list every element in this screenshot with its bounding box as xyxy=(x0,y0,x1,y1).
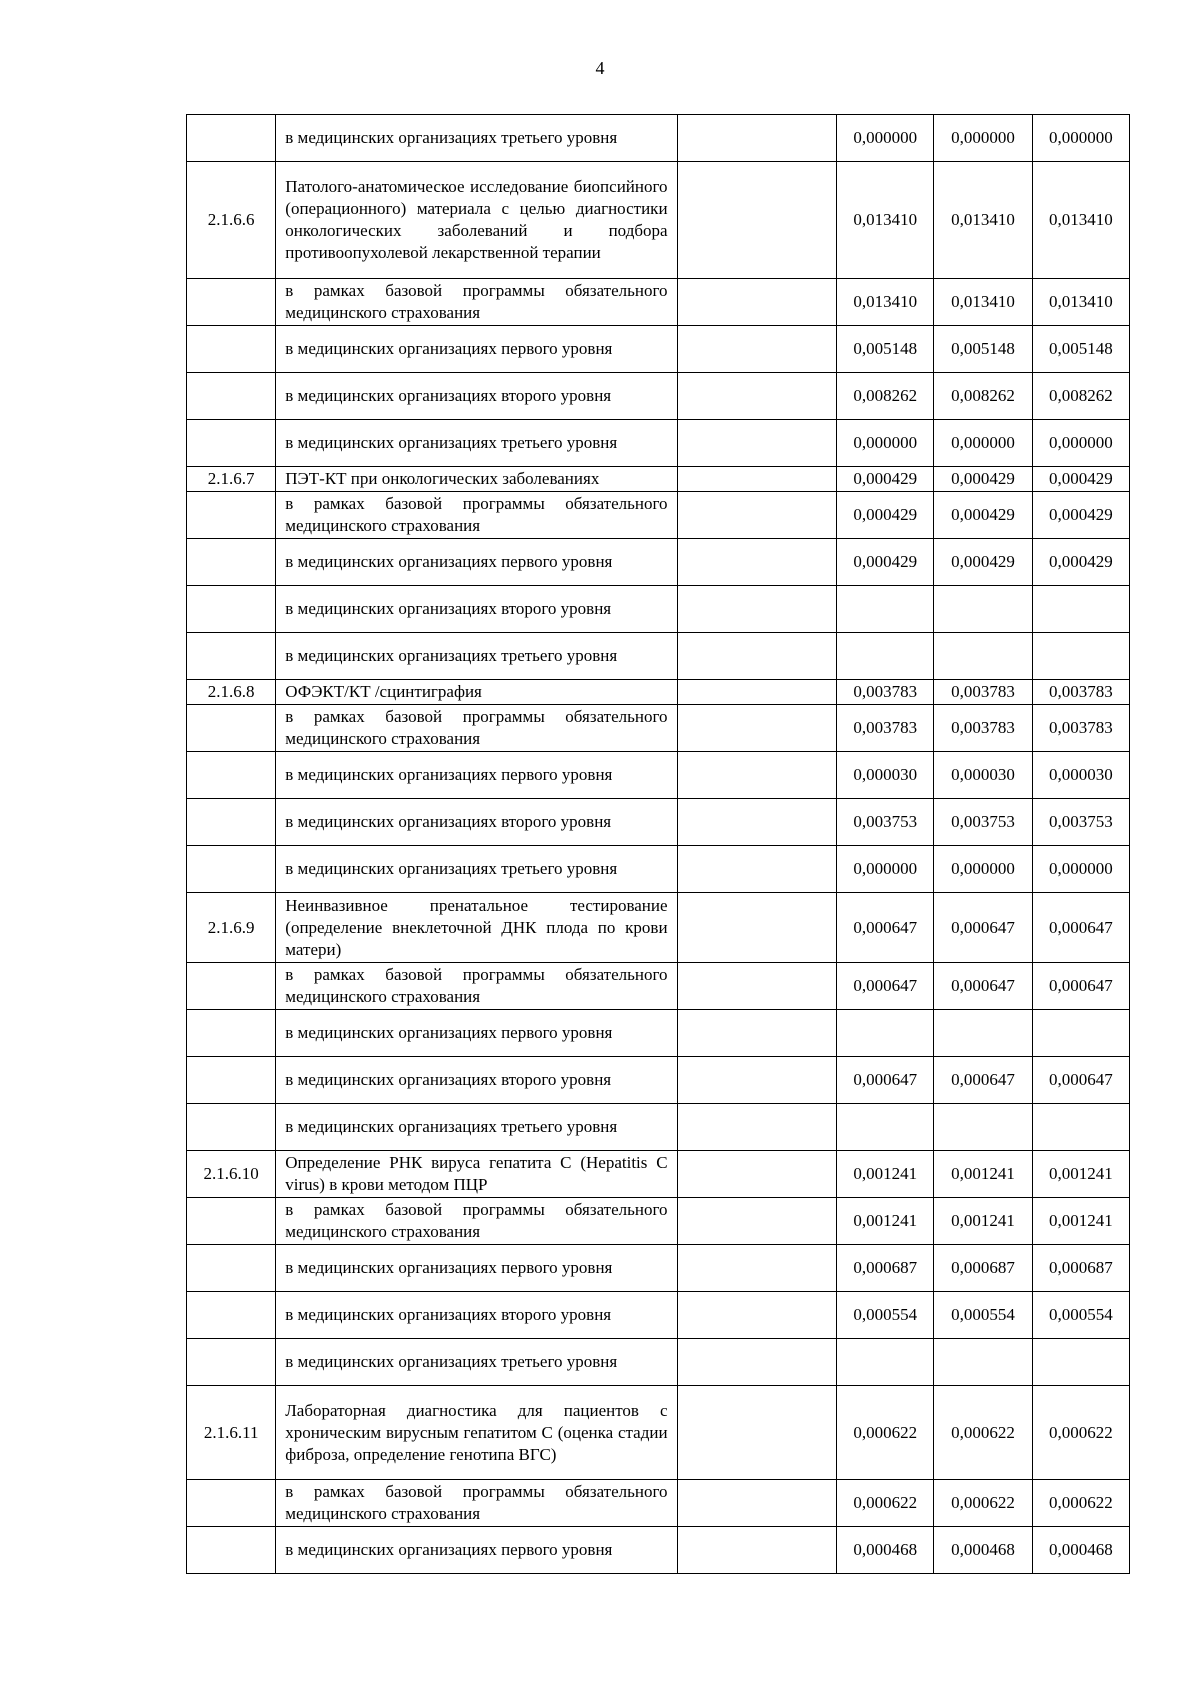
empty-cell xyxy=(677,1339,837,1386)
value-cell-3 xyxy=(1032,1339,1129,1386)
row-name-cell: в медицинских организациях третьего уровня xyxy=(276,633,677,680)
row-name-cell: в медицинских организациях второго уровня xyxy=(276,799,677,846)
value-cell-1: 0,005148 xyxy=(837,326,934,373)
row-number-cell: 2.1.6.11 xyxy=(187,1386,276,1480)
row-name-cell: в медицинских организациях второго уровня xyxy=(276,1292,677,1339)
row-name-cell: в рамках базовой программы обязательного медицинского страхования xyxy=(276,1198,677,1245)
value-cell-3 xyxy=(1032,1104,1129,1151)
table-row xyxy=(187,1386,1130,1480)
value-cell-3: 0,000687 xyxy=(1032,1245,1129,1292)
value-cell-1: 0,000030 xyxy=(837,752,934,799)
empty-cell xyxy=(677,586,837,633)
value-cell-2: 0,000030 xyxy=(934,752,1032,799)
row-name-cell: в рамках базовой программы обязательного медицинского страхования xyxy=(276,705,677,752)
table-row xyxy=(187,1151,1130,1198)
value-cell-1: 0,000622 xyxy=(837,1386,934,1480)
value-cell-3: 0,000030 xyxy=(1032,752,1129,799)
value-cell-2: 0,003783 xyxy=(934,705,1032,752)
table-row xyxy=(187,279,1130,326)
row-name-cell: в рамках базовой программы обязательного медицинского страхования xyxy=(276,279,677,326)
table-row xyxy=(187,162,1130,279)
value-cell-2: 0,001241 xyxy=(934,1151,1032,1198)
empty-cell xyxy=(677,846,837,893)
value-cell-3: 0,000429 xyxy=(1032,539,1129,586)
value-cell-1: 0,008262 xyxy=(837,373,934,420)
table-row xyxy=(187,326,1130,373)
table-row xyxy=(187,1057,1130,1104)
row-name-cell: в рамках базовой программы обязательного медицинского страхования xyxy=(276,492,677,539)
value-cell-1: 0,000000 xyxy=(837,115,934,162)
data-table xyxy=(186,114,1130,1574)
table-row xyxy=(187,1339,1130,1386)
table-row xyxy=(187,1104,1130,1151)
value-cell-2: 0,000429 xyxy=(934,492,1032,539)
value-cell-3: 0,000647 xyxy=(1032,893,1129,963)
table-row xyxy=(187,705,1130,752)
row-name-cell: в медицинских организациях третьего уровня xyxy=(276,1104,677,1151)
value-cell-2: 0,003783 xyxy=(934,680,1032,705)
row-number-cell xyxy=(187,705,276,752)
table-row xyxy=(187,1527,1130,1574)
value-cell-2: 0,000000 xyxy=(934,420,1032,467)
row-number-cell xyxy=(187,1527,276,1574)
row-name-cell: в медицинских организациях второго уровня xyxy=(276,586,677,633)
row-number-cell xyxy=(187,586,276,633)
row-name-cell: в медицинских организациях третьего уровня xyxy=(276,1339,677,1386)
table-row xyxy=(187,1245,1130,1292)
table-row xyxy=(187,846,1130,893)
table-row xyxy=(187,586,1130,633)
value-cell-2 xyxy=(934,1010,1032,1057)
table-row xyxy=(187,963,1130,1010)
value-cell-1 xyxy=(837,586,934,633)
row-name-cell: в медицинских организациях первого уровня xyxy=(276,1527,677,1574)
row-number-cell xyxy=(187,492,276,539)
table-row xyxy=(187,420,1130,467)
empty-cell xyxy=(677,1104,837,1151)
empty-cell xyxy=(677,1292,837,1339)
empty-cell xyxy=(677,1057,837,1104)
value-cell-1 xyxy=(837,633,934,680)
value-cell-2: 0,005148 xyxy=(934,326,1032,373)
empty-cell xyxy=(677,963,837,1010)
value-cell-2: 0,000622 xyxy=(934,1480,1032,1527)
row-number-cell xyxy=(187,539,276,586)
value-cell-3 xyxy=(1032,633,1129,680)
value-cell-1: 0,001241 xyxy=(837,1151,934,1198)
row-number-cell xyxy=(187,1104,276,1151)
empty-cell xyxy=(677,1527,837,1574)
row-number-cell xyxy=(187,326,276,373)
empty-cell xyxy=(677,633,837,680)
row-name-cell: Патолого-анатомическое исследование биопсийного (операционного) материала с целью диагностики онкологических заболеваний и подбора противоопухолевой лекарственной терапии xyxy=(276,162,677,279)
row-number-cell: 2.1.6.9 xyxy=(187,893,276,963)
value-cell-2: 0,000554 xyxy=(934,1292,1032,1339)
value-cell-3: 0,000554 xyxy=(1032,1292,1129,1339)
row-name-cell: в медицинских организациях второго уровня xyxy=(276,1057,677,1104)
value-cell-1: 0,000429 xyxy=(837,492,934,539)
value-cell-1: 0,013410 xyxy=(837,162,934,279)
row-name-cell: Лабораторная диагностика для пациентов с хроническим вирусным гепатитом С (оценка стадии фиброза, определение генотипа ВГС) xyxy=(276,1386,677,1480)
row-number-cell xyxy=(187,373,276,420)
value-cell-2: 0,000429 xyxy=(934,467,1032,492)
empty-cell xyxy=(677,1010,837,1057)
row-number-cell xyxy=(187,752,276,799)
row-name-cell: в рамках базовой программы обязательного медицинского страхования xyxy=(276,963,677,1010)
value-cell-2: 0,000622 xyxy=(934,1386,1032,1480)
value-cell-3: 0,000622 xyxy=(1032,1480,1129,1527)
table-row xyxy=(187,799,1130,846)
row-name-cell: в рамках базовой программы обязательного медицинского страхования xyxy=(276,1480,677,1527)
page-number: 4 xyxy=(595,58,605,78)
value-cell-3: 0,000429 xyxy=(1032,467,1129,492)
table-body xyxy=(187,115,1130,1574)
row-number-cell xyxy=(187,963,276,1010)
value-cell-3: 0,000429 xyxy=(1032,492,1129,539)
value-cell-1: 0,003783 xyxy=(837,680,934,705)
empty-cell xyxy=(677,279,837,326)
table-row xyxy=(187,539,1130,586)
value-cell-2: 0,001241 xyxy=(934,1198,1032,1245)
value-cell-3 xyxy=(1032,1010,1129,1057)
value-cell-2 xyxy=(934,633,1032,680)
table-row xyxy=(187,1480,1130,1527)
row-name-cell: в медицинских организациях третьего уровня xyxy=(276,115,677,162)
value-cell-1 xyxy=(837,1104,934,1151)
row-name-cell: в медицинских организациях первого уровня xyxy=(276,326,677,373)
row-name-cell: в медицинских организациях первого уровня xyxy=(276,1245,677,1292)
empty-cell xyxy=(677,680,837,705)
value-cell-3: 0,000000 xyxy=(1032,846,1129,893)
value-cell-1: 0,000647 xyxy=(837,963,934,1010)
empty-cell xyxy=(677,492,837,539)
value-cell-2: 0,008262 xyxy=(934,373,1032,420)
empty-cell xyxy=(677,326,837,373)
value-cell-3: 0,003753 xyxy=(1032,799,1129,846)
table-row xyxy=(187,893,1130,963)
table-row xyxy=(187,680,1130,705)
value-cell-3: 0,008262 xyxy=(1032,373,1129,420)
table-row xyxy=(187,467,1130,492)
row-number-cell xyxy=(187,846,276,893)
empty-cell xyxy=(677,1198,837,1245)
empty-cell xyxy=(677,1480,837,1527)
row-number-cell xyxy=(187,1339,276,1386)
value-cell-3: 0,013410 xyxy=(1032,279,1129,326)
value-cell-2: 0,000647 xyxy=(934,893,1032,963)
row-number-cell: 2.1.6.7 xyxy=(187,467,276,492)
row-name-cell: Неинвазивное пренатальное тестирование (определение внеклеточной ДНК плода по крови матери) xyxy=(276,893,677,963)
row-number-cell xyxy=(187,1010,276,1057)
row-number-cell xyxy=(187,1292,276,1339)
value-cell-1: 0,000687 xyxy=(837,1245,934,1292)
empty-cell xyxy=(677,799,837,846)
value-cell-3 xyxy=(1032,586,1129,633)
value-cell-2 xyxy=(934,1104,1032,1151)
table-row xyxy=(187,115,1130,162)
value-cell-1: 0,003753 xyxy=(837,799,934,846)
row-name-cell: Определение РНК вируса гепатита С (Hepatitis C virus) в крови методом ПЦР xyxy=(276,1151,677,1198)
row-name-cell: в медицинских организациях третьего уровня xyxy=(276,846,677,893)
value-cell-2: 0,000647 xyxy=(934,1057,1032,1104)
value-cell-3: 0,003783 xyxy=(1032,705,1129,752)
empty-cell xyxy=(677,752,837,799)
empty-cell xyxy=(677,539,837,586)
value-cell-2: 0,000000 xyxy=(934,115,1032,162)
table-row xyxy=(187,492,1130,539)
value-cell-1: 0,000000 xyxy=(837,420,934,467)
empty-cell xyxy=(677,1386,837,1480)
empty-cell xyxy=(677,893,837,963)
empty-cell xyxy=(677,705,837,752)
row-number-cell xyxy=(187,1480,276,1527)
row-name-cell: в медицинских организациях первого уровня xyxy=(276,539,677,586)
row-number-cell xyxy=(187,1057,276,1104)
value-cell-2: 0,000687 xyxy=(934,1245,1032,1292)
value-cell-2: 0,000000 xyxy=(934,846,1032,893)
row-number-cell: 2.1.6.10 xyxy=(187,1151,276,1198)
value-cell-2 xyxy=(934,586,1032,633)
row-name-cell: в медицинских организациях первого уровня xyxy=(276,752,677,799)
row-number-cell xyxy=(187,115,276,162)
value-cell-1: 0,013410 xyxy=(837,279,934,326)
value-cell-2: 0,000468 xyxy=(934,1527,1032,1574)
value-cell-1: 0,000647 xyxy=(837,1057,934,1104)
value-cell-3: 0,005148 xyxy=(1032,326,1129,373)
value-cell-2: 0,000647 xyxy=(934,963,1032,1010)
table-row xyxy=(187,1198,1130,1245)
table-row xyxy=(187,752,1130,799)
value-cell-3: 0,003783 xyxy=(1032,680,1129,705)
value-cell-3: 0,000647 xyxy=(1032,1057,1129,1104)
value-cell-1: 0,000429 xyxy=(837,539,934,586)
value-cell-2: 0,000429 xyxy=(934,539,1032,586)
row-number-cell xyxy=(187,799,276,846)
value-cell-3: 0,000647 xyxy=(1032,963,1129,1010)
empty-cell xyxy=(677,1151,837,1198)
value-cell-1: 0,000622 xyxy=(837,1480,934,1527)
value-cell-3: 0,000468 xyxy=(1032,1527,1129,1574)
empty-cell xyxy=(677,373,837,420)
empty-cell xyxy=(677,162,837,279)
value-cell-3: 0,000000 xyxy=(1032,115,1129,162)
row-number-cell xyxy=(187,1245,276,1292)
table-row xyxy=(187,373,1130,420)
value-cell-2: 0,013410 xyxy=(934,279,1032,326)
value-cell-1: 0,000554 xyxy=(837,1292,934,1339)
value-cell-3: 0,000622 xyxy=(1032,1386,1129,1480)
empty-cell xyxy=(677,420,837,467)
row-number-cell xyxy=(187,633,276,680)
value-cell-1 xyxy=(837,1339,934,1386)
value-cell-2: 0,013410 xyxy=(934,162,1032,279)
value-cell-3: 0,013410 xyxy=(1032,162,1129,279)
row-number-cell: 2.1.6.8 xyxy=(187,680,276,705)
value-cell-1: 0,003783 xyxy=(837,705,934,752)
value-cell-2: 0,003753 xyxy=(934,799,1032,846)
value-cell-1: 0,000647 xyxy=(837,893,934,963)
row-name-cell: ОФЭКТ/КТ /сцинтиграфия xyxy=(276,680,677,705)
row-number-cell: 2.1.6.6 xyxy=(187,162,276,279)
row-number-cell xyxy=(187,420,276,467)
empty-cell xyxy=(677,1245,837,1292)
value-cell-3: 0,000000 xyxy=(1032,420,1129,467)
row-number-cell xyxy=(187,279,276,326)
value-cell-3: 0,001241 xyxy=(1032,1198,1129,1245)
value-cell-1 xyxy=(837,1010,934,1057)
table-row xyxy=(187,1292,1130,1339)
value-cell-3: 0,001241 xyxy=(1032,1151,1129,1198)
row-number-cell xyxy=(187,1198,276,1245)
value-cell-1: 0,001241 xyxy=(837,1198,934,1245)
empty-cell xyxy=(677,467,837,492)
table-row xyxy=(187,633,1130,680)
empty-cell xyxy=(677,115,837,162)
row-name-cell: в медицинских организациях второго уровня xyxy=(276,373,677,420)
row-name-cell: в медицинских организациях третьего уровня xyxy=(276,420,677,467)
row-name-cell: ПЭТ-КТ при онкологических заболеваниях xyxy=(276,467,677,492)
value-cell-2 xyxy=(934,1339,1032,1386)
value-cell-1: 0,000429 xyxy=(837,467,934,492)
value-cell-1: 0,000000 xyxy=(837,846,934,893)
table-row xyxy=(187,1010,1130,1057)
value-cell-1: 0,000468 xyxy=(837,1527,934,1574)
row-name-cell: в медицинских организациях первого уровня xyxy=(276,1010,677,1057)
